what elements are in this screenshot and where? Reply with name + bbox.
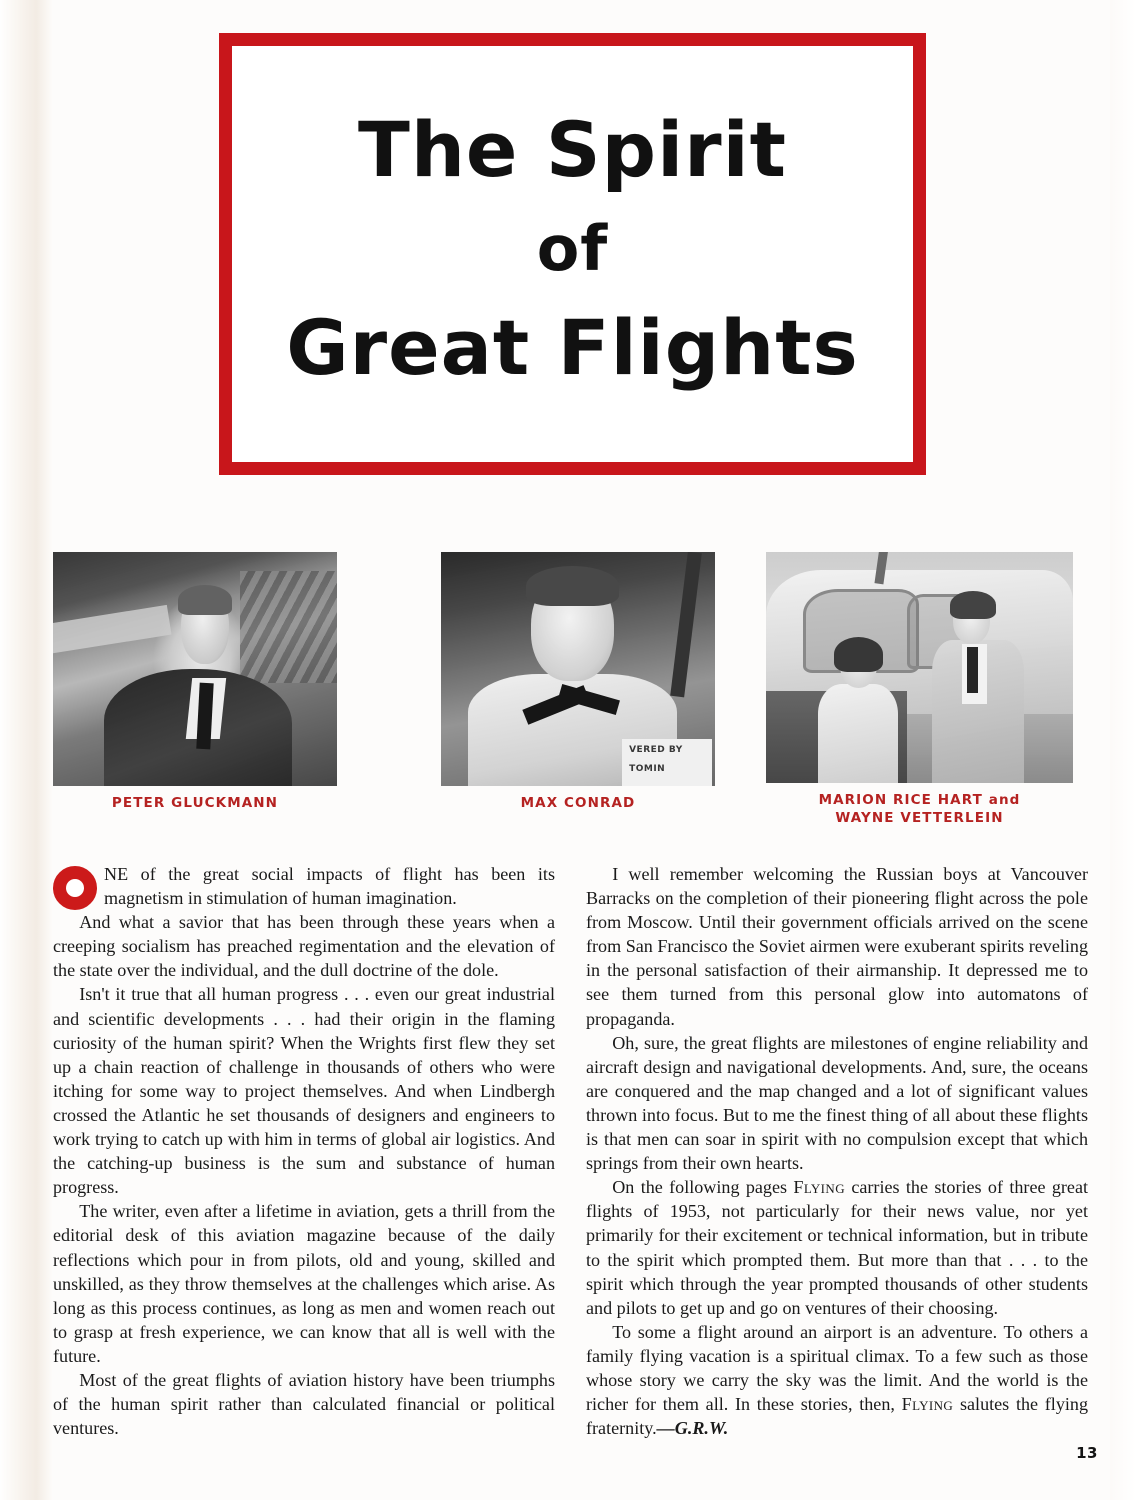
paragraph-right-4 bbox=[586, 1320, 1088, 1440]
aircraft-placard bbox=[622, 739, 712, 786]
photo-peter-gluckmann bbox=[53, 552, 337, 786]
page-title-line-2: of bbox=[536, 212, 609, 286]
paragraph-left-5: Most of the great flights of aviation history have been triumphs of the human spirit rather than calculated financial or political ventures. bbox=[53, 1369, 555, 1439]
magazine-name-flying: Flying bbox=[901, 1394, 954, 1415]
photo-caption-hart-vetterlein bbox=[766, 792, 1073, 828]
paragraph-left-2: And what a savior that has been through these years when a creeping socialism has preached regimentation and the elevation of the state over the individual, and the dull doctrine of the dole. bbox=[53, 912, 555, 981]
paragraph-left-1-text: NE of the great social impacts of flight has been its magnetism in stimulation of human imagination. bbox=[104, 864, 555, 909]
subject-man-hair bbox=[950, 591, 996, 619]
paragraph-right-3 bbox=[586, 1175, 1088, 1320]
caption-line-1: MAX CONRAD bbox=[520, 795, 636, 811]
author-signature: —G.R.W. bbox=[656, 1418, 729, 1439]
title-inner bbox=[232, 104, 913, 399]
page-title-line-1: The Spirit bbox=[357, 104, 787, 194]
paragraph-left-1 bbox=[53, 862, 555, 910]
photo-caption-max-conrad bbox=[441, 795, 715, 813]
photo-cell-hart-vetterlein bbox=[766, 552, 1073, 828]
photo-cell-max-conrad bbox=[441, 552, 715, 813]
paragraph-right-3-part-b: carries the stories of three great flights of 1953, not particularly for their news value, nor yet primarily for their excitement or technical information, but in tribute to the spirit which prompted them. But more than that . . . to the spirit which through the year prompted thousands of other students and pilots to get up and go on ventures of their choosing. bbox=[586, 1177, 1089, 1318]
aircraft-strut bbox=[671, 552, 702, 697]
caption-line-2: WAYNE VETTERLEIN bbox=[835, 809, 1004, 826]
subject-woman-coat bbox=[818, 684, 898, 783]
subject-hair bbox=[526, 566, 619, 606]
placard-text-line-2: TOMIN bbox=[629, 764, 666, 775]
subject-man-tie bbox=[967, 647, 978, 693]
photo-caption-peter-gluckmann bbox=[53, 795, 337, 813]
paragraph-right-1: I well remember welcoming the Russian boys at Vancouver Barracks on the completion of their pioneering flight across the pole from Moscow. Until their government officials arrived on the scene from San Francisco the Soviet airmen were exuberant spirits reveling in the personal satisfaction of their airmanship. It depressed me to see them turned from this personal glow into automatons of propaganda. bbox=[586, 864, 1088, 1029]
title-box bbox=[219, 33, 926, 475]
dropcap-letter-o bbox=[53, 866, 97, 910]
article-column-left bbox=[53, 862, 555, 1440]
magazine-name-flying: Flying bbox=[793, 1177, 845, 1198]
article-column-right bbox=[586, 862, 1088, 1440]
caption-line-1: PETER GLUCKMANN bbox=[111, 795, 279, 811]
photo-background-stripes bbox=[240, 571, 337, 683]
subject-woman-hair bbox=[834, 637, 883, 672]
photo-marion-rice-hart-and-wayne-vetterlein bbox=[766, 552, 1073, 783]
aircraft-wing-shape bbox=[53, 605, 171, 655]
paragraph-right-2: Oh, sure, the great flights are milestones of engine reliability and aircraft design and navigational developments. And, sure, the oceans are conquered and the map changed and a lot of significant values thrown into focus. But to me the finest thing of all about these flights is that men can soar in spirit with no compulsion except that which springs from their own hearts. bbox=[586, 1032, 1088, 1174]
page-title-line-3: Great Flights bbox=[286, 302, 859, 392]
subject-hair bbox=[178, 585, 232, 615]
paragraph-right-4-part-a: To some a flight around an airport is an adventure. To others a family flying vacation is a spiritual climax. To a few such as those whose story we carry the sky was the limit. And the world is the richer for them all. In these stories, then, bbox=[586, 1321, 1088, 1415]
paragraph-right-4-part-b: salutes the flying fraternity. bbox=[586, 1394, 1089, 1439]
paragraph-left-4: The writer, even after a lifetime in aviation, gets a thrill from the editorial desk of this aviation magazine because of the daily reflections which pour in from pilots, old and young, skilled and unskilled, as they throw themselves at the challenges which arise. As long as this process continues, as long as men and women reach out to grasp at fresh experience, we can know that all is well with the future. bbox=[53, 1201, 555, 1366]
photo-row bbox=[0, 552, 1136, 842]
photo-cell-peter-gluckmann bbox=[53, 552, 337, 813]
paragraph-right-3-part-a: On the following pages bbox=[612, 1177, 794, 1198]
placard-text-line-1: VERED BY bbox=[629, 744, 683, 755]
photo-max-conrad bbox=[441, 552, 715, 786]
caption-line-1: MARION RICE HART and bbox=[818, 792, 1021, 808]
page-number: 13 bbox=[1076, 1444, 1098, 1462]
paragraph-left-3: Isn't it true that all human progress . . . even our great industrial and scientific developments . . . had their origin in the flaming curiosity of the human spirit? When the Wrights first flew they set up a chain reaction of challenge in thousands of others who were itching for some way to project themselves. And when Lindbergh crossed the Atlantic he set thousands of designers and engineers to work trying to catch up with him in terms of global air logistics. And the catching-up business is the sum and substance of human progress. bbox=[53, 984, 555, 1198]
